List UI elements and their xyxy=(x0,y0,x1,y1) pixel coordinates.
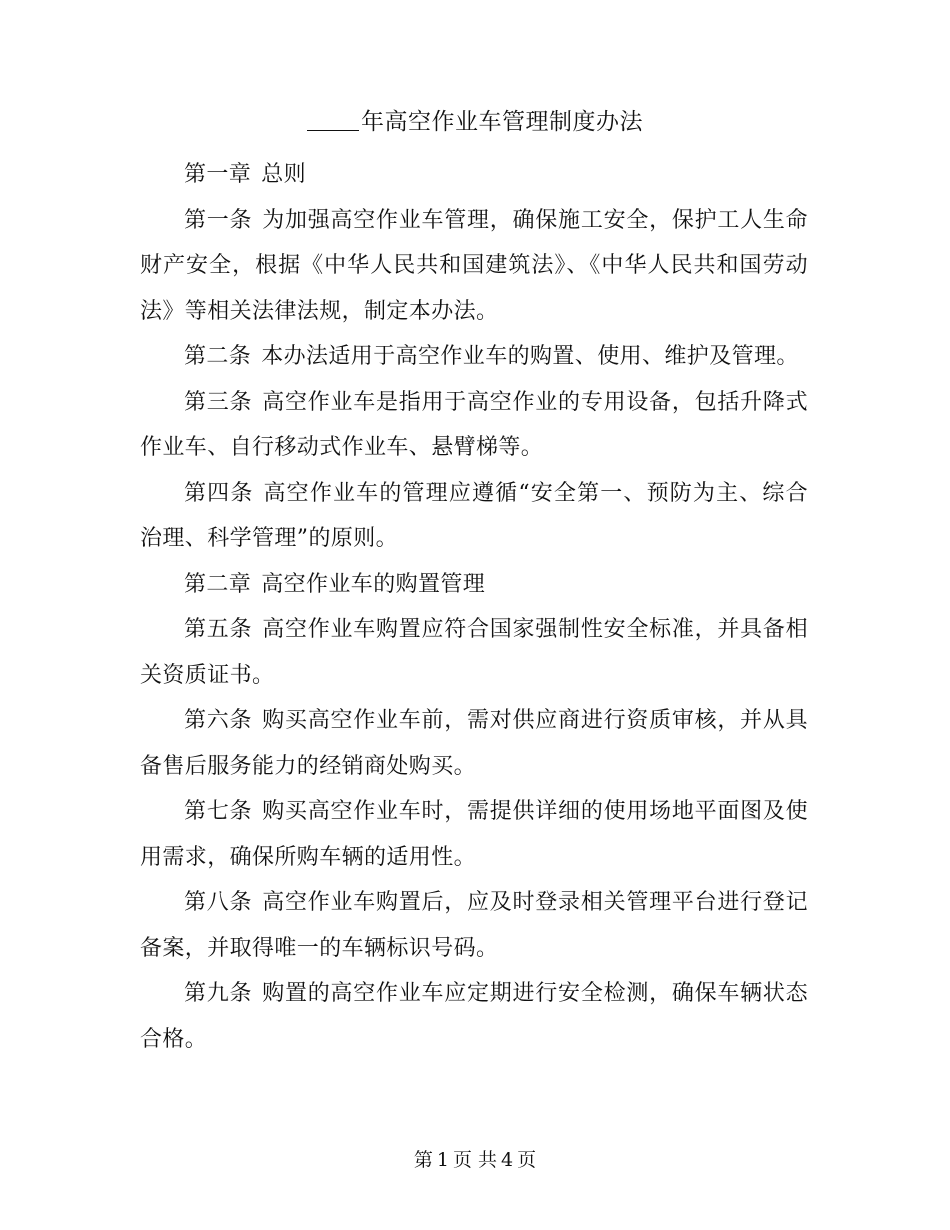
footer-page-suffix: 页 xyxy=(517,1149,537,1171)
para-text: 高空作业车的购置管理 xyxy=(261,571,486,597)
para-label: 第二章 xyxy=(184,571,252,597)
para-label: 第一条 xyxy=(184,207,253,233)
para-text: 购置的高空作业车应定期进行安全检测，确保车辆状态合格。 xyxy=(140,981,808,1052)
para-label: 第二条 xyxy=(184,344,252,369)
article-7 xyxy=(140,789,808,880)
para-label: 第九条 xyxy=(184,981,253,1006)
para-label: 第一章 xyxy=(184,162,252,187)
para-text: 购买高空作业车时，需提供详细的使用场地平面图及使用需求，确保所购车辆的适用性。 xyxy=(140,799,808,870)
chapter-1-heading xyxy=(140,152,808,198)
article-6 xyxy=(140,698,808,789)
document-title xyxy=(0,104,950,140)
document-body xyxy=(140,152,808,1062)
para-label: 第六条 xyxy=(184,708,253,733)
article-1 xyxy=(140,198,808,335)
footer-page-mid: 页 共 xyxy=(452,1149,498,1171)
para-text: 高空作业车的管理应遵循“安全第一、预防为主、综合治理、科学管理”的原则。 xyxy=(140,480,809,551)
chapter-2-heading xyxy=(140,562,808,608)
footer-total-pages: 4 xyxy=(501,1149,514,1171)
para-label: 第三条 xyxy=(184,389,253,415)
article-4 xyxy=(140,471,808,562)
para-text: 为加强高空作业车管理，确保施工安全，保护工人生命财产安全，根据《中华人民共和国建筑法》、《中华人民共和国劳动法》等相关法律法规，制定本办法。 xyxy=(140,207,808,324)
page-footer xyxy=(0,1146,950,1174)
para-label: 第四条 xyxy=(184,480,254,506)
article-3 xyxy=(140,380,808,471)
para-label: 第七条 xyxy=(184,799,253,824)
para-text: 高空作业车购置应符合国家强制性安全标准，并具备相关资质证书。 xyxy=(140,617,808,688)
footer-current-page: 1 xyxy=(436,1149,449,1171)
para-label: 第五条 xyxy=(184,617,253,642)
article-5 xyxy=(140,607,808,698)
para-label: 第八条 xyxy=(184,890,253,915)
article-9 xyxy=(140,971,808,1062)
para-text: 购买高空作业车前，需对供应商进行资质审核，并从具备售后服务能力的经销商处购买。 xyxy=(140,708,808,779)
para-text: 本办法适用于高空作业车的购置、使用、维护及管理。 xyxy=(261,344,799,369)
footer-page-prefix: 第 xyxy=(413,1149,433,1171)
article-8 xyxy=(140,880,808,971)
para-text: 高空作业车是指用于高空作业的专用设备，包括升降式作业车、自行移动式作业车、悬臂梯等。 xyxy=(140,389,808,460)
para-text: 高空作业车购置后，应及时登录相关管理平台进行登记备案，并取得唯一的车辆标识号码。 xyxy=(140,890,808,961)
article-2 xyxy=(140,334,808,380)
para-text: 总则 xyxy=(261,162,307,187)
document-title-text: 年高空作业车管理制度办法 xyxy=(361,109,643,135)
title-year-blank xyxy=(307,106,359,131)
